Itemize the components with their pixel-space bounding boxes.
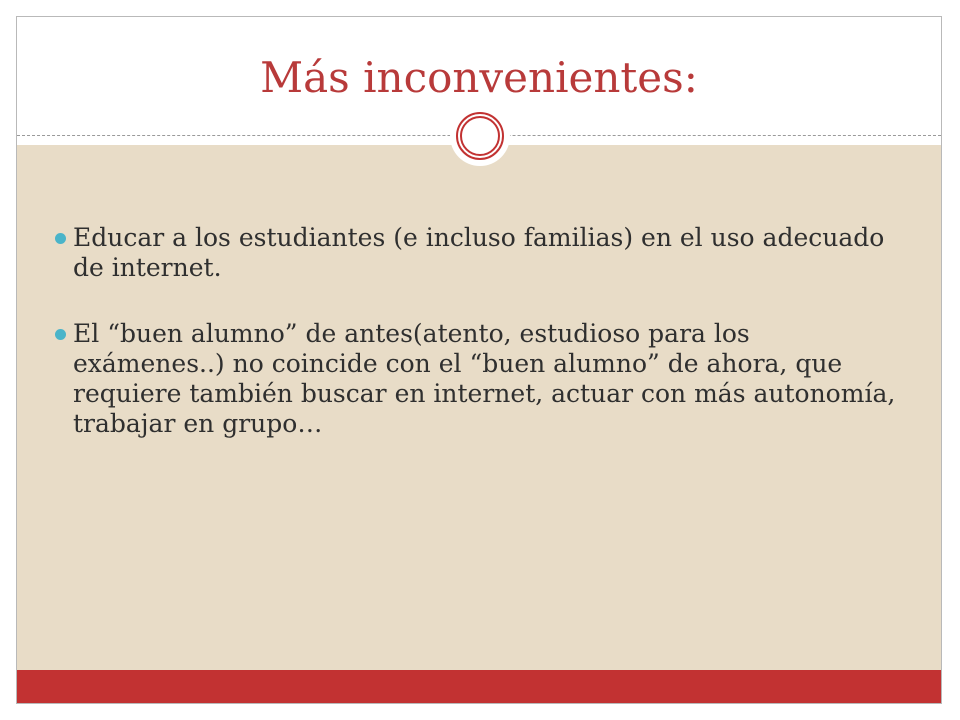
bullet-icon [55, 329, 66, 340]
double-ring-icon [449, 105, 511, 167]
bullet-text: Educar a los estudiantes (e incluso familias) en el uso adecuado de internet. [73, 223, 885, 282]
list-item [55, 319, 905, 439]
bullet-text: El “buen alumno” de antes(atento, estudioso para los exámenes..) no coincide con el “buen alumno” de ahora, que requiere también buscar en internet, actuar con más autonomía, trabajar en grupo… [73, 319, 896, 438]
content-area [17, 145, 941, 672]
slide-frame [16, 16, 942, 704]
list-item [55, 223, 905, 283]
bullet-list [55, 223, 905, 475]
bullet-icon [55, 233, 66, 244]
page-title: Más inconvenientes: [260, 53, 698, 102]
footer-bar [17, 670, 941, 703]
